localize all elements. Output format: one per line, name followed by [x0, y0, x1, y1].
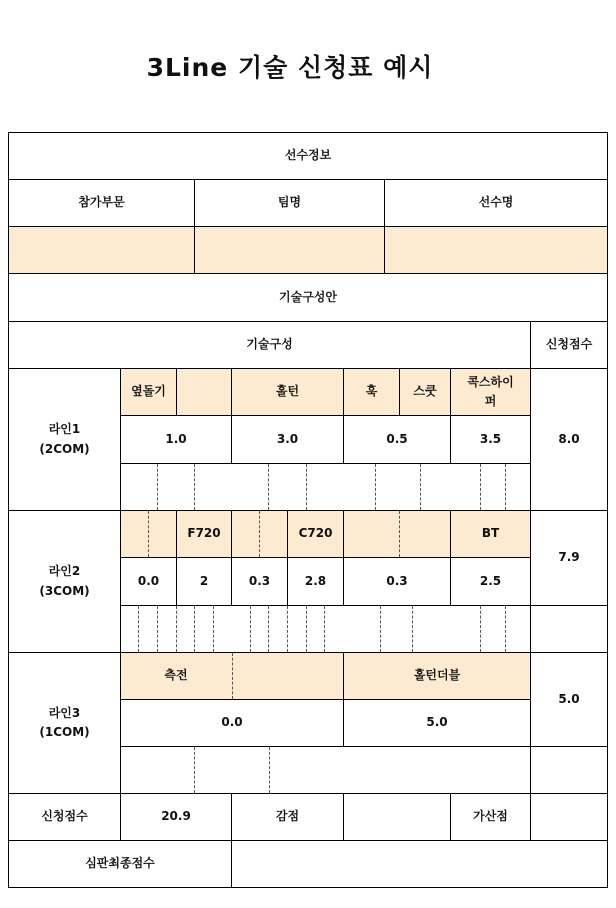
line1-divider [268, 464, 269, 510]
line2-skill-2[interactable]: C720 [287, 510, 344, 558]
line1-combo: (2COM) [39, 441, 90, 456]
player-info-header: 선수정보 [8, 132, 608, 180]
line1-divider [480, 464, 481, 510]
line2-divider [148, 511, 149, 557]
line2-divider [259, 511, 260, 557]
line1-mark-row [120, 463, 531, 511]
applied-score-label: 신청점수 [8, 793, 121, 841]
line2-value-3: 0.3 [231, 557, 288, 606]
line1-value-3: 0.5 [343, 415, 451, 464]
line2-label [8, 510, 121, 653]
line1-value-1: 1.0 [120, 415, 232, 464]
line1-score: 8.0 [530, 368, 608, 511]
line2-combo: (3COM) [39, 583, 90, 598]
plan-header: 기술구성안 [8, 273, 608, 322]
line1-divider [420, 464, 421, 510]
line1-name: 라인1 [48, 422, 81, 437]
line1-value-4: 3.5 [450, 415, 531, 464]
line3-label [8, 652, 121, 794]
line1-divider [157, 464, 158, 510]
line3-value-1: 0.0 [120, 699, 344, 747]
line1-skill-blank[interactable] [176, 368, 232, 416]
line2-divider [287, 606, 288, 652]
final-score-input[interactable] [231, 840, 608, 888]
line3-skill-2[interactable]: 홀턴더블 [343, 652, 531, 700]
line1-divider [306, 464, 307, 510]
line3-mark-row [120, 746, 531, 794]
line2-name: 라인2 [48, 564, 81, 579]
document-title: 3Line 기술 신청표 예시 [146, 53, 434, 82]
line1-skill-2[interactable]: 홀턴 [231, 368, 344, 416]
line2-divider [250, 606, 251, 652]
line2-skill-blank[interactable] [343, 510, 451, 558]
line2-divider [399, 511, 400, 557]
line3-score: 5.0 [530, 652, 608, 747]
line2-divider [176, 606, 177, 652]
line2-value-2: 2 [176, 557, 232, 606]
composition-header: 기술구성 [8, 321, 531, 369]
line2-divider [380, 606, 381, 652]
line3-score-blank [530, 746, 608, 794]
line1-skill-3[interactable]: 훅 [343, 368, 400, 416]
line1-skill-5[interactable]: 콕스하이퍼 [450, 368, 531, 416]
line1-value-2: 3.0 [231, 415, 344, 464]
line2-divider [412, 606, 413, 652]
bonus-label: 가산점 [450, 793, 531, 841]
line2-divider [480, 606, 481, 652]
line2-divider [324, 606, 325, 652]
line3-divider [194, 747, 195, 793]
line1-label [8, 368, 121, 511]
line2-score: 7.9 [530, 510, 608, 606]
applied-score-value: 20.9 [120, 793, 232, 841]
line2-value-1: 0.0 [120, 557, 177, 606]
line2-value-5: 0.3 [343, 557, 451, 606]
line1-skill-1[interactable]: 옆돌기 [120, 368, 177, 416]
line2-divider [138, 606, 139, 652]
line2-divider [306, 606, 307, 652]
team-header: 팀명 [194, 179, 385, 227]
line3-combo: (1COM) [39, 725, 90, 739]
line2-divider [505, 606, 506, 652]
line3-divider [232, 653, 233, 699]
line2-divider [213, 606, 214, 652]
line3-divider [269, 747, 270, 793]
line1-divider [505, 464, 506, 510]
bonus-input[interactable] [530, 793, 608, 841]
division-header: 참가부문 [8, 179, 195, 227]
line2-skill-1[interactable]: F720 [176, 510, 232, 558]
line2-divider [157, 606, 158, 652]
deduction-label: 감점 [231, 793, 344, 841]
deduction-input[interactable] [343, 793, 451, 841]
line3-skill-1: 측전 [164, 668, 188, 683]
score-header: 신청점수 [530, 321, 608, 369]
line1-divider [375, 464, 376, 510]
final-score-label: 심판최종점수 [8, 840, 232, 888]
line2-divider [268, 606, 269, 652]
player-input[interactable] [384, 226, 608, 274]
player-header: 선수명 [384, 179, 608, 227]
team-input[interactable] [194, 226, 385, 274]
line3-name: 라인3 [48, 705, 81, 720]
line2-value-4: 2.8 [287, 557, 344, 606]
line2-value-6: 2.5 [450, 557, 531, 606]
line2-score-blank [530, 605, 608, 653]
line2-mark-row [120, 605, 531, 653]
division-input[interactable] [8, 226, 195, 274]
line2-skill-3[interactable]: BT [450, 510, 531, 558]
line3-value-2: 5.0 [343, 699, 531, 747]
line2-divider [194, 606, 195, 652]
line1-divider [194, 464, 195, 510]
line1-skill-4[interactable]: 스쿳 [399, 368, 451, 416]
